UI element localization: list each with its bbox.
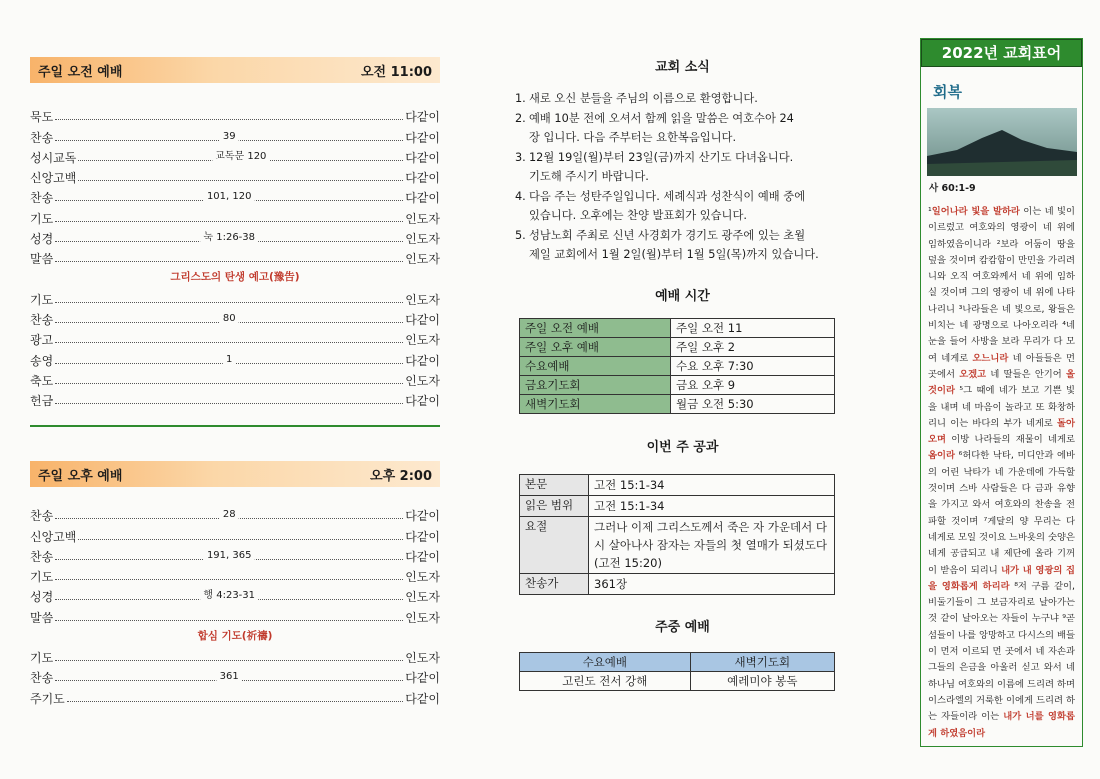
order-row [30, 166, 440, 186]
news-line: 기도해 주시기 바랍니다. [529, 170, 649, 183]
weekday-value-2: 예레미야 봉독 [690, 671, 834, 690]
order-detail: 361 [217, 671, 242, 682]
order-leader: 다같이 [405, 150, 440, 165]
lesson-key: 본문 [520, 474, 589, 495]
schedule-row [520, 394, 835, 413]
news-number: 2. [515, 111, 526, 125]
info-column [505, 0, 860, 691]
order-label: 성경 [30, 232, 54, 247]
order-row [30, 686, 440, 706]
order-label: 찬송 [30, 312, 54, 327]
order-leader: 인도자 [405, 610, 440, 625]
news-item [505, 226, 860, 265]
dotted-leader [78, 180, 403, 181]
lesson-row [520, 495, 835, 516]
morning-order-list-2 [30, 287, 440, 409]
news-line: 다음 주는 성탄주일입니다. 세례식과 성찬식이 예배 중에 [529, 189, 806, 203]
order-label: 찬송 [30, 191, 54, 206]
order-row [30, 524, 440, 544]
worship-order-column [30, 0, 440, 706]
afternoon-service-time: 오후 2:00 [370, 468, 432, 484]
lesson-row [520, 516, 835, 573]
order-leader: 다같이 [405, 171, 440, 186]
order-row [30, 389, 440, 409]
news-title: 교회 소식 [655, 60, 710, 75]
order-leader: 다같이 [405, 110, 440, 125]
news-line: 예배 10분 전에 오셔서 함께 읽을 말씀은 여호수아 24 [529, 111, 794, 125]
afternoon-order-block [30, 504, 440, 707]
highlighted-verse-text: 내가 너를 영화롭게 하였음이라 [928, 711, 1076, 739]
dotted-leader [55, 130, 403, 142]
weekday-head-2: 새벽기도회 [690, 652, 834, 671]
order-leader: 다같이 [405, 394, 440, 409]
verse-text: 네 아들들은 먼 곳에서 [928, 352, 1075, 380]
highlighted-verse-text: 내가 내 영광의 집을 영화롭게 하리라 [928, 564, 1075, 592]
motto-box [920, 38, 1083, 747]
order-detail: 191, 365 [204, 550, 255, 561]
order-row [30, 605, 440, 625]
order-detail: 1 [223, 354, 235, 365]
schedule-time: 주일 오전 11 [671, 318, 835, 337]
dotted-leader [55, 579, 403, 580]
news-line: 제일 교회에서 1월 2일(월)부터 1월 5일(목)까지 있습니다. [529, 248, 819, 261]
schedule-row [520, 337, 835, 356]
order-row [30, 666, 440, 686]
order-row [30, 206, 440, 226]
order-row [30, 646, 440, 666]
schedule-title: 예배 시간 [655, 288, 710, 304]
news-item [505, 109, 860, 148]
afternoon-service-header [30, 461, 440, 487]
section-divider [30, 425, 440, 427]
lesson-title: 이번 주 공과 [646, 439, 719, 455]
order-row [30, 328, 440, 348]
order-detail: 교독문 120 [212, 147, 269, 162]
weekday-head-1: 수요예배 [520, 652, 691, 671]
weekday-title: 주중 예배 [655, 619, 710, 635]
news-number: 1. [515, 92, 526, 105]
motto-title: 회복 [933, 83, 962, 101]
highlighted-verse-text: 일어나라 빛을 발하라 [931, 206, 1020, 217]
morning-service-title: 주일 오전 예배 [38, 64, 123, 80]
order-row [30, 186, 440, 206]
schedule-time: 수요 오후 7:30 [671, 356, 835, 375]
verse-text: 이방 나라들의 재물이 네게로 [945, 434, 1075, 446]
scripture-reference: 사 60:1-9 [929, 183, 976, 194]
order-row [30, 105, 440, 125]
news-line: 새로 오신 분들을 주님의 이름으로 환영합니다. [529, 92, 758, 105]
order-row [30, 369, 440, 389]
schedule-name: 수요예배 [520, 356, 671, 375]
dotted-leader [55, 403, 403, 404]
dotted-leader [55, 353, 403, 365]
order-leader: 다같이 [405, 353, 440, 368]
afternoon-sermon-title: 합심 기도(祈禱) [197, 629, 273, 642]
order-detail: 행 4:23-31 [200, 586, 258, 601]
news-number: 5. [515, 228, 526, 242]
dotted-leader [55, 549, 403, 561]
highlighted-verse-text: 오느니라 [972, 352, 1009, 364]
dotted-leader [55, 232, 403, 244]
order-detail: 28 [220, 509, 239, 520]
news-line: 12월 19일(월)부터 23일(금)까지 산기도 다녀옵니다. [529, 150, 794, 164]
dotted-leader [67, 701, 403, 702]
lesson-table [519, 474, 835, 595]
order-leader: 인도자 [405, 590, 440, 605]
order-leader: 다같이 [405, 529, 440, 544]
news-item [505, 89, 860, 109]
schedule-row [520, 375, 835, 394]
order-leader: 인도자 [405, 252, 440, 267]
order-label: 송영 [30, 353, 54, 368]
highlighted-verse-text: 올 것이라 [928, 368, 1076, 397]
order-row [30, 308, 440, 328]
order-row [30, 146, 440, 166]
schedule-row [520, 318, 835, 337]
highlighted-verse-text: 오겠고 [959, 368, 987, 380]
schedule-time: 월금 오전 5:30 [671, 394, 835, 413]
news-number: 4. [515, 189, 526, 203]
dotted-leader [55, 261, 403, 262]
lesson-key: 찬송가 [520, 573, 589, 594]
order-row [30, 247, 440, 267]
schedule-table [519, 318, 835, 414]
schedule-time: 금요 오후 9 [671, 375, 835, 394]
order-row [30, 227, 440, 247]
dotted-leader [55, 620, 403, 621]
lesson-value: 그러나 이제 그리스도께서 죽은 자 가운데서 다시 살아나사 잠자는 자들의 첫 열매가 되셨도다(고전 15:20) [589, 516, 835, 573]
dotted-leader [55, 119, 403, 120]
order-leader: 인도자 [405, 211, 440, 226]
lesson-row [520, 573, 835, 594]
order-label: 성경 [30, 590, 54, 605]
schedule-name: 주일 오후 예배 [520, 337, 671, 356]
dotted-leader [55, 191, 403, 203]
order-label: 묵도 [30, 110, 54, 125]
dotted-leader [55, 221, 403, 222]
dotted-leader [55, 342, 403, 343]
dotted-leader [55, 302, 403, 303]
order-label: 찬송 [30, 549, 54, 564]
motto-header: 2022년 교회표어 [921, 39, 1082, 67]
order-row [30, 565, 440, 585]
afternoon-order-list-2 [30, 646, 440, 707]
news-list [505, 89, 860, 265]
order-label: 기도 [30, 211, 54, 226]
order-row [30, 287, 440, 307]
order-label: 성시교독 [30, 150, 77, 165]
order-detail: 101, 120 [204, 191, 255, 202]
order-leader: 인도자 [405, 232, 440, 247]
news-line: 성남노회 주최로 신년 사경회가 경기도 광주에 있는 초월 [529, 228, 806, 242]
order-detail: 39 [220, 131, 239, 142]
order-label: 주기도 [30, 691, 65, 706]
order-leader: 다같이 [405, 691, 440, 706]
order-leader: 인도자 [405, 373, 440, 388]
order-label: 광고 [30, 333, 54, 348]
afternoon-order-list [30, 504, 440, 626]
order-label: 기도 [30, 570, 54, 585]
lesson-key: 요절 [520, 516, 589, 573]
order-label: 헌금 [30, 394, 54, 409]
order-leader: 인도자 [405, 292, 440, 307]
dotted-leader [78, 150, 403, 162]
order-leader: 다같이 [405, 130, 440, 145]
order-row [30, 504, 440, 524]
order-detail: 80 [220, 313, 239, 324]
dotted-leader [78, 539, 403, 540]
news-line: 장 입니다. 다음 주부터는 요한복음입니다. [529, 131, 737, 144]
motto-column [920, 38, 1083, 747]
order-row [30, 125, 440, 145]
order-leader: 다같이 [405, 312, 440, 327]
lesson-key: 읽은 범위 [520, 495, 589, 516]
verse-text: ⁶허다한 낙타, 미디안과 에바의 어린 낙타가 네 가운데에 가득할 것이며 스바 사람들은 다 금과 유향을 가지고 와서 여호와의 찬송을 전파할 것이며 ⁷게달의 양 무리는 다 네게로 모일 것이요 느바욧의 숫양은 네게 공급되고 내 제단에 올라 기꺼이 받음이 되리니 [928, 450, 1075, 576]
order-label: 말씀 [30, 610, 54, 625]
order-leader: 다같이 [405, 549, 440, 564]
news-item [505, 148, 860, 187]
order-label: 축도 [30, 373, 54, 388]
lesson-value: 고전 15:1-34 [589, 474, 835, 495]
schedule-time: 주일 오후 2 [671, 337, 835, 356]
order-label: 찬송 [30, 509, 54, 524]
mountain-image [927, 108, 1077, 176]
morning-sermon-title: 그리스도의 탄생 예고(豫告) [170, 271, 300, 284]
weekday-table [519, 652, 835, 691]
news-item [505, 187, 860, 226]
order-label: 찬송 [30, 671, 54, 686]
dotted-leader [55, 590, 403, 602]
order-leader: 다같이 [405, 509, 440, 524]
schedule-name: 새벽기도회 [520, 394, 671, 413]
order-detail: 눅 1:26-38 [200, 228, 258, 243]
morning-service-time: 오전 11:00 [360, 64, 432, 80]
dotted-leader [55, 671, 403, 683]
lesson-row [520, 474, 835, 495]
order-label: 찬송 [30, 130, 54, 145]
order-label: 기도 [30, 651, 54, 666]
schedule-name: 금요기도회 [520, 375, 671, 394]
news-number: 3. [515, 150, 526, 164]
schedule-name: 주일 오전 예배 [520, 318, 671, 337]
order-row [30, 585, 440, 605]
highlighted-verse-text: 돌아오며 [928, 417, 1075, 446]
highlighted-verse-text: 옴이라 [928, 450, 955, 462]
order-label: 신앙고백 [30, 171, 77, 186]
dotted-leader [55, 383, 403, 384]
dotted-leader [55, 312, 403, 324]
order-leader: 인도자 [405, 570, 440, 585]
order-label: 말씀 [30, 252, 54, 267]
dotted-leader [55, 509, 403, 521]
order-label: 신앙고백 [30, 529, 77, 544]
weekday-value-1: 고린도 전서 강해 [520, 671, 691, 690]
order-row [30, 348, 440, 368]
morning-order-list [30, 105, 440, 267]
verse-text: 네 딸들은 안기어 [986, 368, 1067, 380]
lesson-value: 361장 [589, 573, 835, 594]
verse-text: 이는 네 빛이 이르렀고 여호와의 영광이 네 위에 임하였음이니라 ²보라 어둠이 땅을 덮을 것이며 캄캄함이 만민을 가리려니와 오직 여호와께서 네 위에 임하실 것이며 그의 영광이 네 위에 나타나리니 ³나라들은 네 빛으로, 왕들은 비치는 네 광명으로 나아오리라 ⁴네 눈을 들어 사방을 보라 무리가 다 모여 네게로 [928, 206, 1075, 364]
morning-service-header [30, 57, 440, 83]
order-leader: 다같이 [405, 191, 440, 206]
order-leader: 인도자 [405, 333, 440, 348]
order-leader: 다같이 [405, 671, 440, 686]
order-label: 기도 [30, 292, 54, 307]
order-leader: 인도자 [405, 651, 440, 666]
schedule-row [520, 356, 835, 375]
verse-text: ¹ [928, 206, 932, 217]
lesson-value: 고전 15:1-34 [589, 495, 835, 516]
motto-verse-text [921, 194, 1082, 746]
dotted-leader [55, 660, 403, 661]
order-row [30, 545, 440, 565]
verse-text: ⁵그 때에 네가 보고 기쁜 빛을 내며 네 마음이 놀라고 또 화창하리니 이는 바다의 부가 네게로 [928, 385, 1075, 429]
afternoon-service-title: 주일 오후 예배 [38, 468, 123, 484]
verse-text: ⁸저 구름 같이, 비둘기들이 그 보금자리로 날아가는 것 같이 날아오는 자들이 누구냐 ⁹곧 섬들이 나를 앙망하고 다시스의 배들이 먼저 이르되 먼 곳에서 네 자손과 그들의 은금을 아울러 싣고 와서 네 하나님 여호와의 이름에 드리려 하며 이스라엘의 거룩한 이에게 드리려 하는 자들이라 이는 [928, 580, 1075, 723]
news-line: 있습니다. 오후에는 찬양 발표회가 있습니다. [529, 209, 747, 222]
